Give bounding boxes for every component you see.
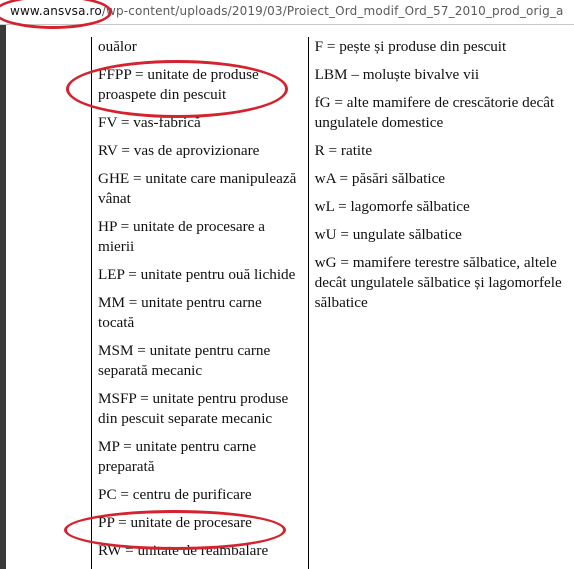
definition-item-ffpp: FFPP = unitate de produse proaspete din pescuit	[98, 66, 259, 103]
definition-item: FV = vas-fabrică	[98, 114, 201, 131]
definition-item: wG = mamifere terestre sălbatice, altele decât ungulatele sălbatice și lagomorfele sălbatice	[314, 254, 562, 311]
definition-item: R = ratite	[314, 142, 373, 159]
url-text[interactable]	[10, 4, 564, 18]
left-column	[92, 37, 309, 569]
definition-item: RW = unitate de reambalare	[98, 542, 269, 559]
definition-item: MSM = unitate pentru carne separată mecanic	[98, 342, 271, 379]
table-row	[92, 37, 574, 569]
definition-item: LEP = unitate pentru ouă lichide	[98, 266, 296, 283]
definition-item: GHE = unitate care manipulează vânat	[98, 170, 297, 207]
document-page	[6, 25, 574, 569]
url-host: www.ansvsa.ro	[10, 4, 102, 18]
definition-item-pp: PP = unitate de procesare	[98, 514, 252, 531]
url-path: /wp-content/uploads/2019/03/Proiect_Ord_modif_Ord_57_2010_prod_orig_a	[101, 4, 564, 18]
definition-item: LBM – moluște bivalve vii	[314, 66, 480, 83]
definition-item: MSFP = unitate pentru produse din pescuit separate mecanic	[98, 390, 289, 427]
definition-item: wU = ungulate sălbatice	[314, 226, 462, 243]
address-bar[interactable]	[0, 0, 574, 25]
definition-item: fG = alte mamifere de crescătorie decât ungulatele domestice	[314, 94, 555, 131]
right-column	[308, 37, 574, 569]
definition-item: F = pește și produse din pescuit	[314, 38, 507, 55]
definition-item: MP = unitate pentru carne preparată	[98, 438, 257, 475]
definition-item: MM = unitate pentru carne tocată	[98, 294, 262, 331]
definition-item: wL = lagomorfe sălbatice	[314, 198, 470, 215]
definition-item: ouălor	[98, 38, 137, 55]
definition-item: RV = vas de aprovizionare	[98, 142, 260, 159]
definition-item: HP = unitate de procesare a mierii	[98, 218, 265, 255]
definition-item: PC = centru de purificare	[98, 486, 252, 503]
definition-item: wA = păsări sălbatice	[314, 170, 446, 187]
definitions-table	[91, 37, 574, 569]
